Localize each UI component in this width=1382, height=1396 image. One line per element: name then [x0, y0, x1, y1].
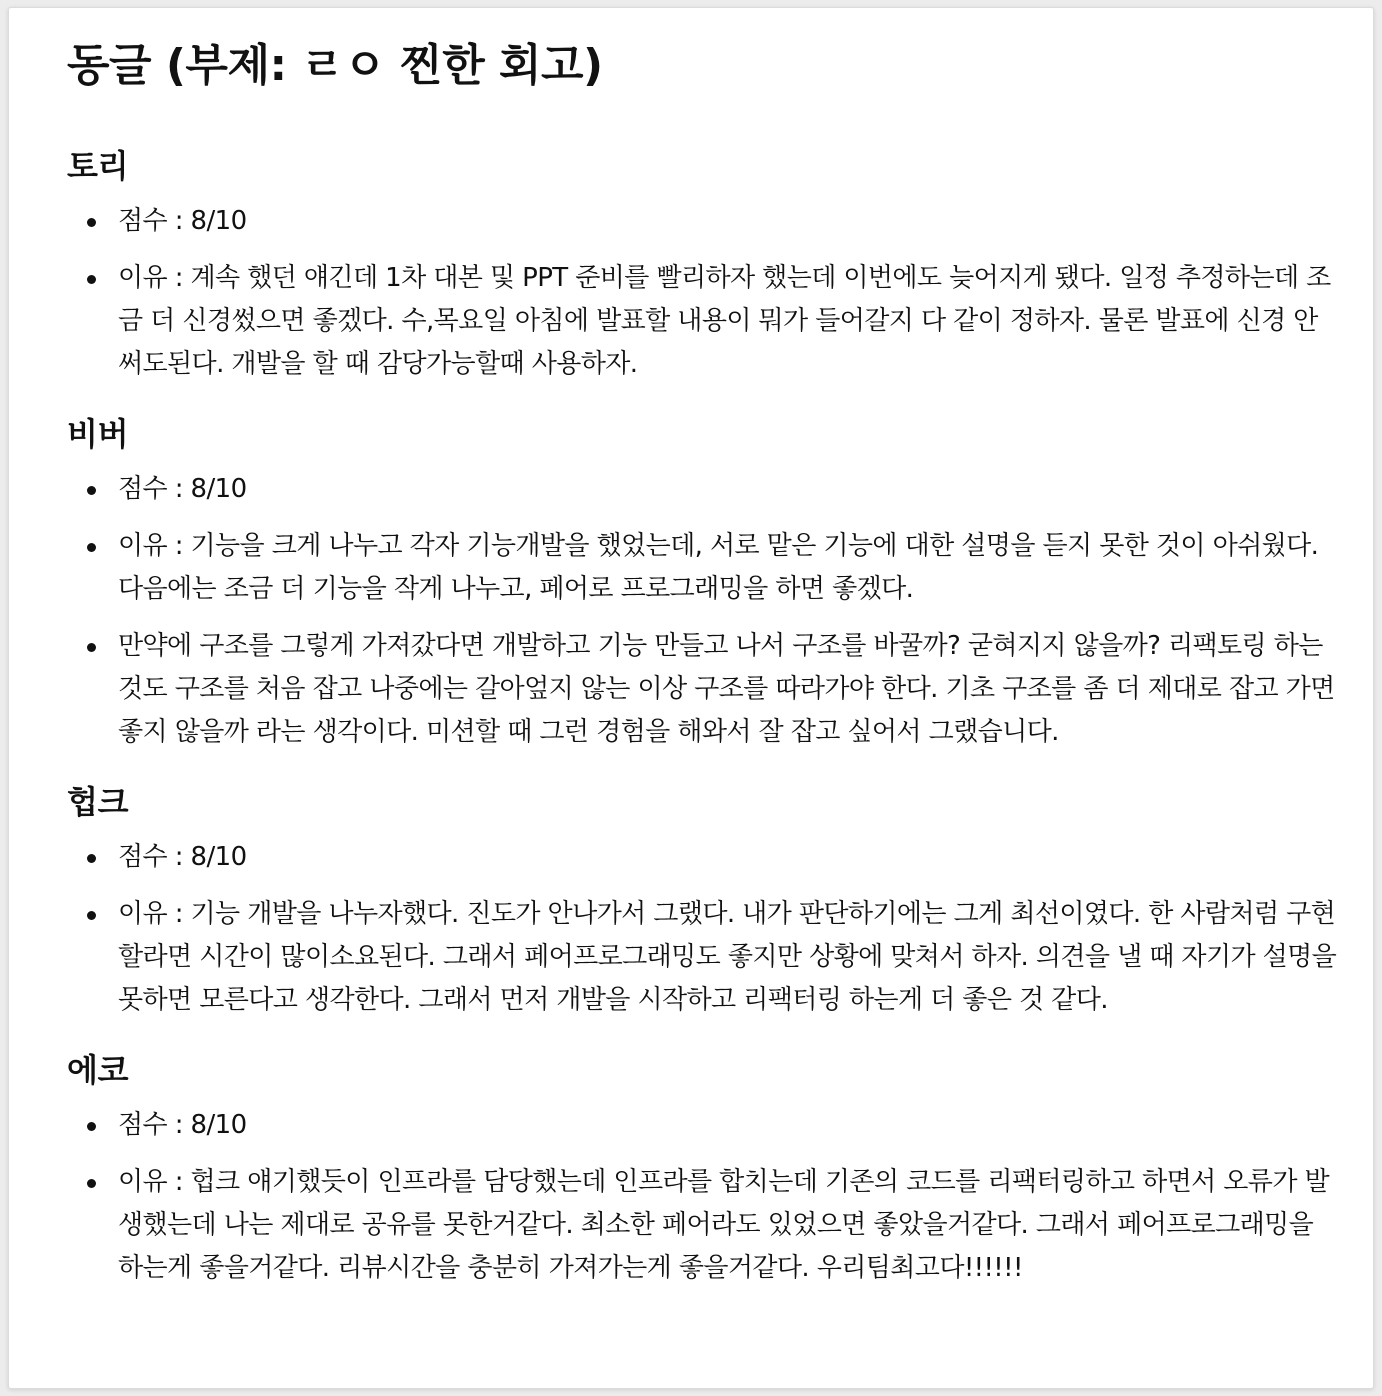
- document-content: [9, 8, 1373, 1290]
- bullet-list: [67, 200, 1341, 386]
- list-item: 만약에 구조를 그렇게 가져갔다면 개발하고 기능 만들고 나서 구조를 바꿀까? 굳혀지지 않을까? 리팩토링 하는 것도 구조를 처음 잡고 나중에는 갈아엎지 않는 이상 구조를 따라가야 한다. 기초 구조를 좀 더 제대로 잡고 가면 좋지 않을까 라는 생각이다. 미션할 때 그런 경험을 해와서 잘 잡고 싶어서 그랬습니다.: [118, 625, 1341, 754]
- section-heading: 비버: [67, 415, 129, 453]
- list-item: 점수 : 8/10: [118, 200, 1341, 243]
- list-item: 점수 : 8/10: [118, 468, 1341, 511]
- page-title: 동글 (부제: ㄹㅇ 찐한 회고): [67, 40, 603, 91]
- list-item: 이유 : 헙크 얘기했듯이 인프라를 담당했는데 인프라를 합치는데 기존의 코드를 리팩터링하고 하면서 오류가 발생했는데 나는 제대로 공유를 못한거같다. 최소한 페어라도 있었으면 좋았을거같다. 그래서 페어프로그래밍을 하는게 좋을거같다. 리뷰시간을 충분히 가져가는게 좋을거같다. 우리팀최고다!!!!!!: [118, 1161, 1341, 1290]
- section-beaver: [67, 410, 1341, 754]
- section-heading: 헙크: [67, 783, 129, 821]
- document-card: [8, 7, 1374, 1389]
- list-item: 점수 : 8/10: [118, 1104, 1341, 1147]
- section-echo: [67, 1046, 1341, 1290]
- list-item: 이유 : 기능 개발을 나누자했다. 진도가 안나가서 그랬다. 내가 판단하기에는 그게 최선이였다. 한 사람처럼 구현할라면 시간이 많이소요된다. 그래서 페어프로그래밍도 좋지만 상황에 맞쳐서 하자. 의견을 낼 때 자기가 설명을 못하면 모른다고 생각한다. 그래서 먼저 개발을 시작하고 리팩터링 하는게 더 좋은 것 같다.: [118, 893, 1341, 1022]
- bullet-list: [67, 836, 1341, 1022]
- section-tori: [67, 142, 1341, 386]
- section-heading: 토리: [67, 147, 129, 185]
- section-heading: 에코: [67, 1051, 129, 1089]
- list-item: 점수 : 8/10: [118, 836, 1341, 879]
- section-hupk: [67, 778, 1341, 1022]
- list-item: 이유 : 기능을 크게 나누고 각자 기능개발을 했었는데, 서로 맡은 기능에 대한 설명을 듣지 못한 것이 아쉬웠다. 다음에는 조금 더 기능을 작게 나누고, 페어로 프로그래밍을 하면 좋겠다.: [118, 525, 1341, 611]
- list-item: 이유 : 계속 했던 얘긴데 1차 대본 및 PPT 준비를 빨리하자 했는데 이번에도 늦어지게 됐다. 일정 추정하는데 조금 더 신경썼으면 좋겠다. 수,목요일 아침에 발표할 내용이 뭐가 들어갈지 다 같이 정하자. 물론 발표에 신경 안써도된다. 개발을 할 때 감당가능할때 사용하자.: [118, 257, 1341, 386]
- bullet-list: [67, 468, 1341, 754]
- bullet-list: [67, 1104, 1341, 1290]
